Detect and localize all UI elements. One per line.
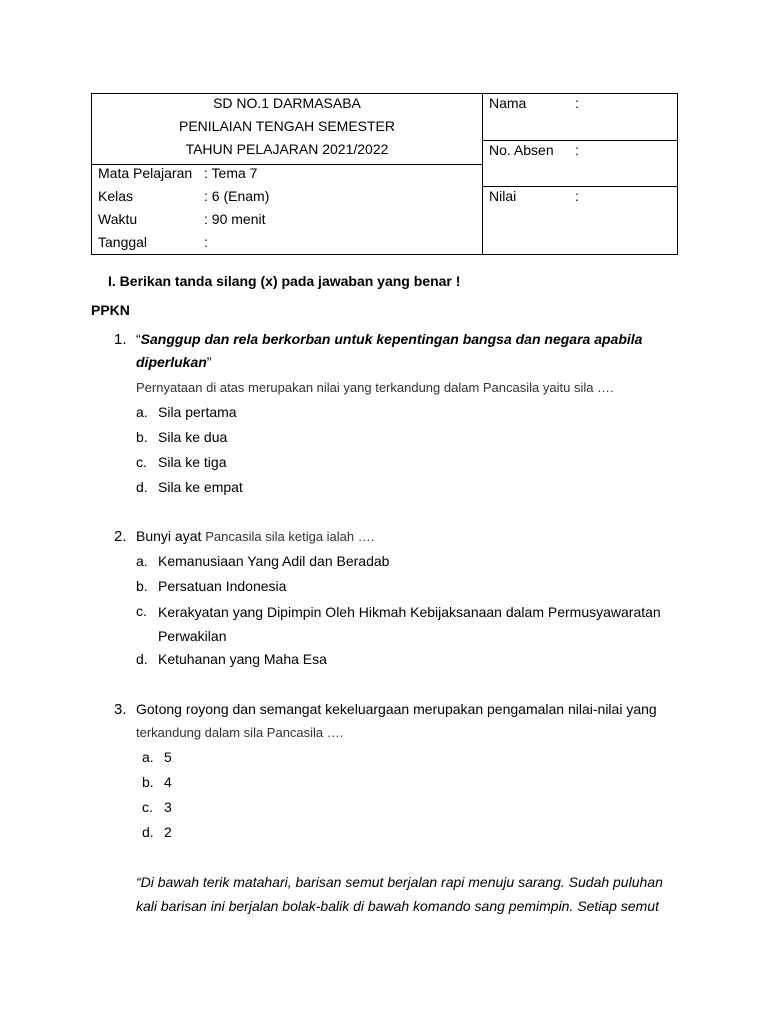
question-body [136,525,666,673]
option-c[interactable]: c. 3 [142,799,172,815]
info-label: Waktu [98,211,138,227]
question-number: 3. [114,701,127,718]
option-a[interactable]: a. Sila pertama [136,404,237,420]
field-colon: : [575,188,579,204]
question-number: 2. [114,528,127,545]
table-divider [482,94,483,254]
option-a[interactable]: a. 5 [142,749,172,765]
field-colon: : [575,142,579,158]
option-c[interactable]: c. Sila ke tiga [136,454,227,470]
info-value: : 90 menit [204,211,266,227]
section-title: PPKN [91,302,130,318]
question-body [136,328,666,501]
field-label: Nilai [489,188,517,204]
field-colon: : [575,95,579,111]
option-d[interactable]: d. Ketuhanan yang Maha Esa [136,651,327,667]
option-c[interactable]: c. Kerakyatan yang Dipimpin Oleh Hikmah Kebijaksanaan dalam Permusyawaratan Perwakilan [136,603,661,644]
exam-title: PENILAIAN TENGAH SEMESTER [178,118,395,134]
info-label: Tanggal [98,234,148,250]
question-quote: “Sanggup dan rela berkorban untuk kepentingan bangsa dan negara apabila diperlukan” [136,331,643,370]
question-text-line-1: Gotong royong dan semangat kekeluargaan merupakan pengamalan nilai-nilai yang [136,701,657,717]
question-body [136,698,666,846]
info-value: : 6 (Enam) [204,188,270,204]
option-d[interactable]: d. Sila ke empat [136,479,243,495]
option-b[interactable]: b. 4 [142,774,172,790]
question-number: 1. [114,331,127,348]
table-divider [482,186,677,187]
field-label: Nama [489,95,527,111]
info-value: : Tema 7 [204,165,258,181]
school-year: TAHUN PELAJARAN 2021/2022 [185,141,389,157]
info-label: Kelas [98,188,134,204]
info-label: Mata Pelajaran [98,165,193,181]
option-d[interactable]: d. 2 [142,824,172,840]
question-text-line-2: terkandung dalam sila Pancasila …. [136,725,344,740]
field-label: No. Absen [489,142,554,158]
table-divider [482,140,677,141]
school-name: SD NO.1 DARMASABA [213,95,361,111]
question-text: Pernyataan di atas merupakan nilai yang terkandung dalam Pancasila yaitu sila …. [136,380,614,395]
instruction: I. Berikan tanda silang (x) pada jawaban yang benar ! [108,273,461,289]
question-text: Bunyi ayat Pancasila sila ketiga ialah …. [136,528,375,544]
option-a[interactable]: a. Kemanusiaan Yang Adil dan Beradab [136,553,390,569]
option-b[interactable]: b. Persatuan Indonesia [136,578,287,594]
option-b[interactable]: b. Sila ke dua [136,429,228,445]
header-table [91,93,678,255]
info-value: : [204,234,208,250]
reading-passage: “Di bawah terik matahari, barisan semut berjalan rapi menuju sarang. Sudah puluhan kali barisan ini berjalan bolak-balik di bawah komando sang pemimpin. Setiap semut [136,874,663,914]
